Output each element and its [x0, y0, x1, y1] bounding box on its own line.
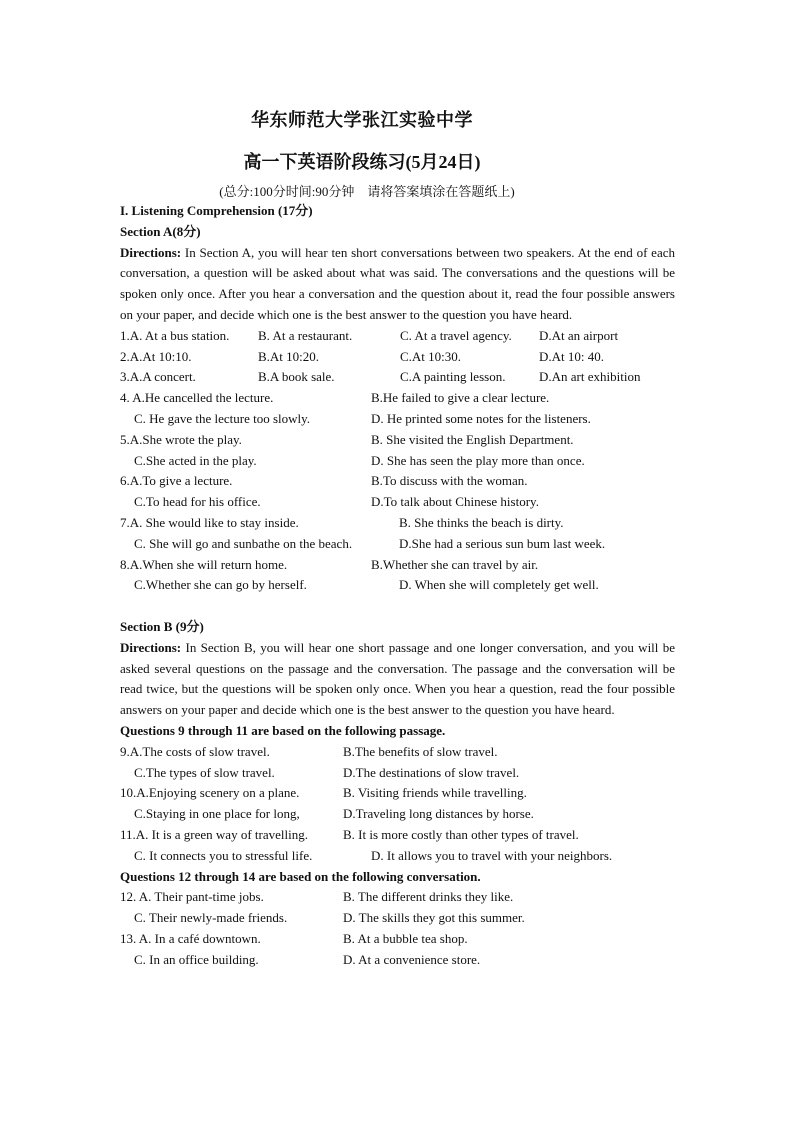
option-a: 5.A.She wrote the play.: [120, 431, 242, 447]
option-b: B. At a restaurant.: [258, 327, 353, 343]
option-a: 10.A.Enjoying scenery on a plane.: [120, 785, 300, 801]
directions-text: In Section A, you will hear ten short conversations between two speakers. At the end of each conversation, a question will be asked about what was said. The conversations and the questions will be spoken only once. After you hear a conversation and the question about it, read the four possible answers on your paper, and decide which one is the best answer to the question you have heard.: [120, 244, 675, 322]
option-c: C.She acted in the play.: [134, 452, 257, 468]
option-a: 9.A.The costs of slow travel.: [120, 743, 270, 759]
option-b: B. She visited the English Department.: [371, 431, 574, 447]
option-d: D. He printed some notes for the listeners.: [371, 410, 591, 426]
question-row: [120, 555, 675, 576]
question-row: [120, 347, 675, 368]
question-group-heading: Questions 12 through 14 are based on the following conversation.: [120, 868, 481, 884]
option-b: B. At a bubble tea shop.: [343, 930, 468, 946]
question-row: [120, 513, 675, 534]
option-c: C.At 10:30.: [400, 348, 462, 364]
option-d: D.At 10: 40.: [539, 348, 604, 364]
option-a: 4. A.He cancelled the lecture.: [120, 390, 274, 406]
option-a: 3.A.A concert.: [120, 369, 196, 385]
option-b: B. The different drinks they like.: [343, 889, 514, 905]
question-row: [120, 409, 675, 430]
option-d: D.To talk about Chinese history.: [371, 494, 539, 510]
option-d: D. When she will completely get well.: [399, 577, 599, 593]
option-d: D.The destinations of slow travel.: [343, 764, 520, 780]
question-row: [120, 742, 675, 763]
question-row: [120, 763, 675, 784]
option-a: 8.A.When she will return home.: [120, 556, 288, 572]
question-row: [120, 846, 675, 867]
question-row: [120, 929, 675, 950]
exam-content: [120, 201, 675, 970]
option-a: 7.A. She would like to stay inside.: [120, 514, 299, 530]
school-name: 华东师范大学张江实验中学: [251, 110, 473, 130]
option-b: B.To discuss with the woman.: [371, 473, 528, 489]
directions-label: Directions:: [120, 244, 182, 260]
option-c: C. It connects you to stressful life.: [134, 847, 313, 863]
option-d: D. It allows you to travel with your neighbors.: [371, 847, 613, 863]
option-c: C.Staying in one place for long,: [134, 806, 300, 822]
option-d: D. At a convenience store.: [343, 951, 481, 967]
question-row: [120, 575, 675, 596]
option-b: B.The benefits of slow travel.: [343, 743, 498, 759]
section-b-directions: [120, 638, 675, 721]
option-a: 2.A.At 10:10.: [120, 348, 192, 364]
question-row: [120, 451, 675, 472]
option-a: 13. A. In a café downtown.: [120, 930, 261, 946]
question-row: [120, 388, 675, 409]
option-b: B. It is more costly than other types of travel.: [343, 826, 579, 842]
option-b: B.He failed to give a clear lecture.: [371, 390, 550, 406]
question-row: [120, 783, 675, 804]
option-c: C. At a travel agency.: [400, 327, 512, 343]
question-row: [120, 908, 675, 929]
section-a-title: Section A(8分): [120, 223, 201, 239]
option-d: D.An art exhibition: [539, 369, 641, 385]
question-group-heading: Questions 9 through 11 are based on the following passage.: [120, 722, 446, 738]
question-row: [120, 804, 675, 825]
option-b: B. Visiting friends while travelling.: [343, 785, 527, 801]
option-d: D.Traveling long distances by horse.: [343, 806, 534, 822]
option-b: B.At 10:20.: [258, 348, 320, 364]
option-d: D. She has seen the play more than once.: [371, 452, 585, 468]
section-b-title: Section B (9分): [120, 618, 204, 634]
option-b: B.Whether she can travel by air.: [371, 556, 539, 572]
section-a-directions: [120, 243, 675, 326]
option-d: D. The skills they got this summer.: [343, 910, 525, 926]
option-c: C. In an office building.: [134, 951, 259, 967]
question-row: [120, 326, 675, 347]
option-b: B.A book sale.: [258, 369, 335, 385]
exam-note: (总分:100分时间:90分钟 请将答案填涂在答题纸上): [219, 184, 515, 199]
directions-label: Directions:: [120, 639, 182, 655]
question-row: [120, 534, 675, 555]
option-c: C.To head for his office.: [134, 494, 261, 510]
question-row: [120, 887, 675, 908]
exam-title: 高一下英语阶段练习(5月24日): [243, 152, 481, 172]
question-row: [120, 825, 675, 846]
option-d: D.At an airport: [539, 327, 619, 343]
directions-text: In Section B, you will hear one short passage and one longer conversation, and you will be asked several questions on the passage and the conversation. The passage and the conversation will be read twice, but the questions will be spoken only once. When you hear a question, read the four possible answers on your paper and decide which one is the best answer to the question you have heard.: [120, 639, 675, 718]
option-a: 12. A. Their pant-time jobs.: [120, 889, 264, 905]
option-a: 6.A.To give a lecture.: [120, 473, 233, 489]
part-title: I. Listening Comprehension (17分): [120, 203, 313, 218]
option-c: C. She will go and sunbathe on the beach.: [134, 535, 353, 551]
option-c: C. Their newly-made friends.: [134, 910, 288, 926]
option-d: D.She had a serious sun bum last week.: [399, 535, 606, 551]
question-row: [120, 430, 675, 451]
option-c: C.Whether she can go by herself.: [134, 577, 307, 593]
option-c: C.A painting lesson.: [400, 369, 506, 385]
question-row: [120, 950, 675, 971]
option-a: 1.A. At a bus station.: [120, 327, 230, 343]
option-a: 11.A. It is a green way of travelling.: [120, 826, 308, 842]
option-b: B. She thinks the beach is dirty.: [399, 514, 564, 530]
option-c: C. He gave the lecture too slowly.: [134, 410, 311, 426]
question-row: [120, 471, 675, 492]
spacer: [120, 596, 675, 617]
question-row: [120, 367, 675, 388]
question-row: [120, 492, 675, 513]
option-c: C.The types of slow travel.: [134, 764, 275, 780]
